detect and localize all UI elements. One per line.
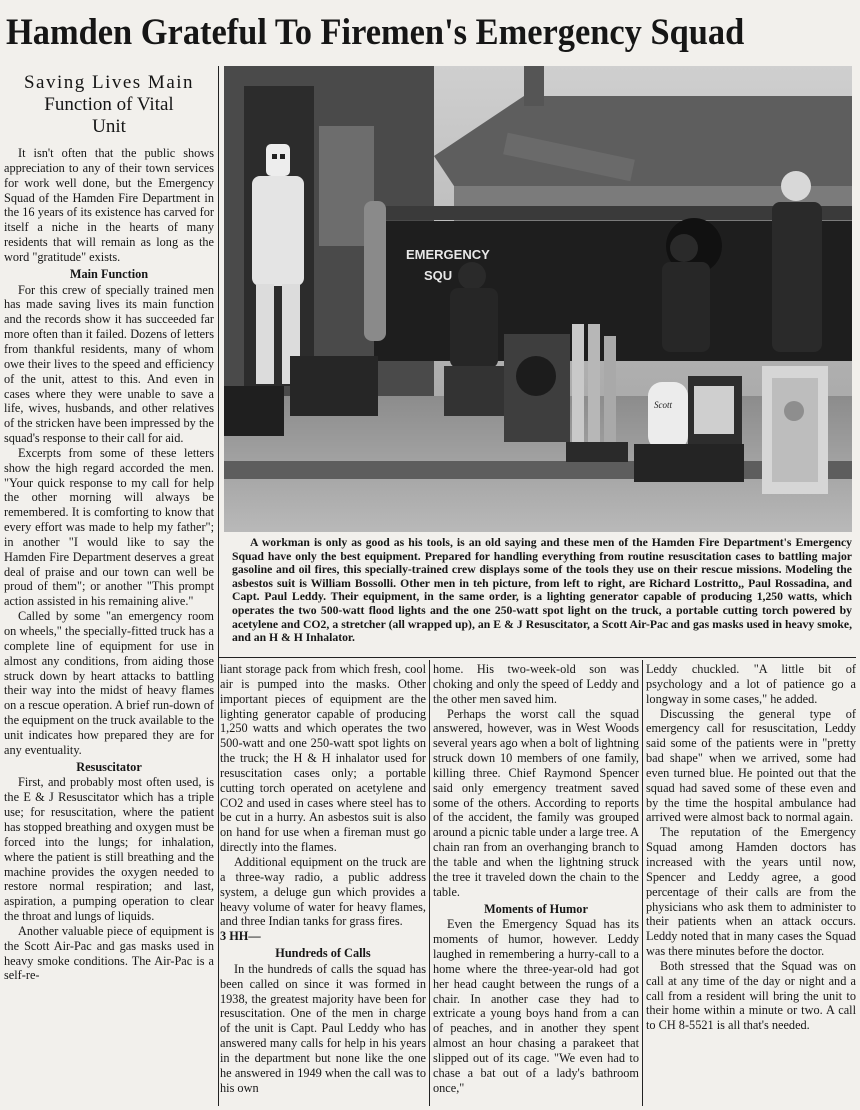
subheadline-line-2: Function of Vital [44, 94, 174, 115]
paragraph: Leddy chuckled. "A little bit of psychology and a lot of patience go a longway in some cases," he added. [646, 662, 856, 706]
caption-text: A workman is only as good as his tools, is an old saying and these men of the Hamden Fire Department's Emergency Squad have only the best equipment. Prepared for handling everything from routine resuscitation cases to battling major gasoline and oil fires, this specially-trained crew displays some of the tools they use on their rescue missions. Modeling the asbestos suit is William Bossolli. Other men in teh picture, from left to right, are Richard Lostritto,, Paul Rossadina, and Capt. Paul Leddy. Their equipment, in the same order, is a lighting generator capable of producing 1,250 watts, which operates the two 500-watt flood lights and the one 250-watt spot light on the truck, a portable cutting torch powered by acetylene and CO2, a stretcher (all wrapped up), an E & J Resuscitator, a Scott Air-Pac and gas masks used in heavy smoke, and an H & H Inhalator. [232, 536, 852, 645]
paragraph: Called by some "an emergency room on wheels," the specially-fitted truck has a complete line of equipment for use in almost any conditions, from aiding those struck down by heart attacks to battling their way into the midst of heavy flames on a rescue operation. A brief run-down of the equipment on the truck available to the unit indicates how prepared they are for any eventuality. [4, 609, 215, 757]
truck-lettering-emergency: EMERGENCY [406, 247, 490, 262]
subheadline [4, 72, 214, 138]
divider-col2-right [429, 660, 430, 1106]
paragraph: Perhaps the worst call the squad answered, however, was in West Woods several years ago when a bolt of lightning struck down 10 members of one family, killing three. Chief Raymond Spencer said only emergency treatment saved some of the others. According to reports of the accident, the family was grouped around a picnic table under a large tree. A chain ran from an overhanging branch to the table and when the lightning struck the tree it traveled down the chain to the table. [433, 706, 639, 899]
divider-col1-right [218, 66, 219, 1106]
headline: Hamden Grateful To Firemen's Emergency Squad [6, 12, 745, 53]
paragraph: Both stressed that the Squad was on call at any time of the day or night and a call from a resident will bring the unit to their home within a minute or two. A call to CH 8-5521 is all that's needed. [646, 958, 856, 1033]
paragraph: Additional equipment on the truck are a three-way radio, a public address system, a deluge gun which provides a heavy volume of water for heavy flames, and three Indian tanks for grass fires. [220, 854, 426, 929]
photo-illustration [224, 66, 852, 532]
divider-col3-right [642, 660, 643, 1106]
paragraph: In the hundreds of calls the squad has been called on since it was formed in 1938, the greatest majority have been for resuscitation. One of the men in charge of the unit is Capt. Paul Leddy who has answered many calls for help in his years in the department but none like the one he answered in 1949 when the call was to his own [220, 961, 426, 1095]
subheadline-line-1: Saving Lives Main [23, 72, 195, 93]
paragraph: For this crew of specially trained men has made saving lives its main function and the records show it has succeeded far more often than it failed. Dozens of letters from thankful residents, many of whom owe their lives to the speed and efficiency of the unit, attest to this. And even in cases where they were unable to save a life, wives, husbands, and other relatives of the stricken have been impressed by the squad's response to their call for aid. [4, 282, 214, 446]
photo-caption [232, 536, 852, 645]
article-column-1 [4, 66, 214, 983]
section-heading-resuscitator: Resuscitator [76, 759, 142, 774]
truck-lettering-squad: SQU [424, 268, 453, 283]
section-heading-main-function: Main Function [69, 266, 149, 281]
paragraph: Another valuable piece of equipment is the Scott Air-Pac and gas masks used in heavy smoke conditions. The Air-Pac is a self-re- [4, 923, 214, 983]
article-column-2 [220, 662, 426, 1095]
divider-below-caption [218, 657, 856, 658]
paragraph: The reputation of the Emergency Squad among Hamden doctors has increased with the years until now, Spencer and Leddy agree, a good percentage of their calls are from the physicians who ask them to administer to their patients when an attack occurs. Leddy noted that in many cases the Squad was there minutes before the doctor. [646, 825, 856, 959]
paragraph: First, and probably most often used, is the E & J Resuscitator which has a triple use; for resuscitation, where the patient has stopped breathing and oxygen must be forced into the lungs; for inhalation, where the patient is still breathing and the machine provides the oxygen needed to restore normal respiration; and last, aspiration, a pumping operation to clear the throat and lungs of liquids. [4, 775, 214, 924]
paragraph: liant storage pack from which fresh, cool air is pumped into the masks. Other important pieces of equipment are the lighting generator capable of producing 1,250 watts and which operates the two 500-watt and one 250-watt spot lights on the truck; the H & H inhalator used for resuscitation cases only; a portable cutting torch operated on acetylene and CO2 and used in cases where steel has to be cut in a hurry. An asbestos suit is also on hand for use when a fireman must go directly into the flames. [220, 662, 426, 855]
paragraph: It isn't often that the public shows appreciation to any of their town services for work well done, but the Emergency Squad of the Hamden Fire Department in the 16 years of its existence has carved for itself a niche in the hearts of many residents that will remain as long as the word "gratitude" exists. [4, 146, 214, 264]
paragraph: home. His two-week-old son was choking and only the speed of Leddy and the other men saved him. [433, 662, 639, 706]
article-column-4 [646, 662, 856, 1033]
paragraph: Discussing the general type of emergency call for resuscitation, Leddy said some of the patients were in "pretty bad shape" when we arrived, some had even turned blue. He pointed out that the squad had saved some of these even and by the time the hospital ambulance had arrived were almost back to normal again. [646, 706, 856, 825]
article-column-3 [433, 662, 639, 1095]
tank-label: Scott [654, 400, 672, 410]
paragraph: 3 HH— [220, 929, 261, 944]
paragraph: Even the Emergency Squad has its moments of humor, however. Leddy laughed in remembering a hurry-call to a home where the three-year-old had got her head caught between the rungs of a chair. In another case they had to extricate a young boys hand from a can of peaches, and in another they spent almost an hour chasing a parakeet that slipped out of its cage. "We even had to chase a bat out of a lady's bathroom once," [433, 917, 639, 1095]
section-heading-hundreds-of-calls: Hundreds of Calls [275, 946, 371, 961]
subheadline-line-3: Unit [92, 116, 126, 137]
paragraph: Excerpts from some of these letters show the high regard accorded the men. "Your quick response to my call for help the other morning will always be remembered. It is comforting to know that every effort was made to help my father"; in another "I would like to say the Hamden Fire Department deserves a great deal of praise and our town can well be proud of them"; or another "This prompt action assisted in his remaining alive." [4, 445, 214, 609]
photo-emergency-squad [224, 66, 852, 532]
section-heading-moments-of-humor: Moments of Humor [484, 901, 588, 916]
